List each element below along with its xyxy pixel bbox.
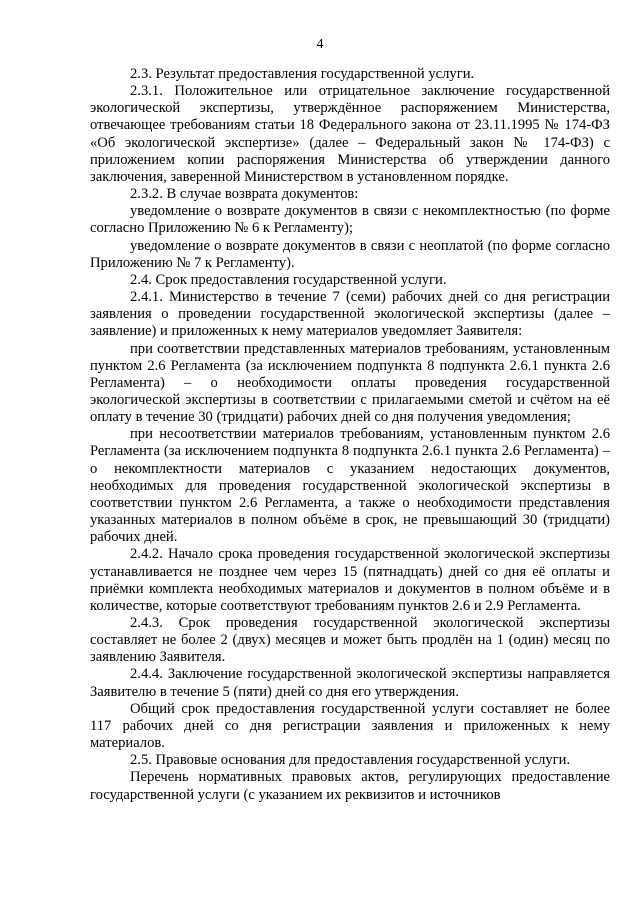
section-heading-2-3: 2.3. Результат предоставления государственной услуги.	[130, 66, 475, 82]
condition-noncompliance: при несоответствии материалов требованиям, установленным пунктом 2.6 Регламента (за исключением подпункта 8 подпункта 2.6.1 пункта 2.6 Регламента) – о некомплектности материалов с указанием недостающих документов, необходимых для проведения государственной экологической экспертизы в соответствии пунктом 2.6 Регламента, а также о необходимости представления указанных материалов в полном объёме в срок, не превышающий 30 (тридцати) рабочих дней.	[90, 426, 610, 546]
section-heading-2-4: 2.4. Срок предоставления государственной услуги.	[130, 271, 447, 288]
paragraph-2-3-1: 2.3.1. Положительное или отрицательное заключение государственной экологической экспертизы, утверждённое распоряжением Министерства, отвечающее требованиям статьи 18 Федерального закона от 23.11.1995 № 174-ФЗ «Об экологической экспертизе» (далее – Федеральный закон № 174-ФЗ) с приложением копии распоряжения Министерства об утверждении данного заключения, заверенной Министерством в установленном порядке.	[90, 83, 610, 185]
paragraph-2-4-1: 2.4.1. Министерство в течение 7 (семи) рабочих дней со дня регистрации заявления о проведении государственной экологической экспертизы (далее – заявление) и приложенных к нему материалов уведомляет Заявителя:	[90, 289, 610, 340]
section-heading-2-5: 2.5. Правовые основания для предоставления государственной услуги.	[130, 752, 571, 769]
document-body	[90, 66, 610, 804]
paragraph-2-4-3: 2.4.3. Срок проведения государственной экологической экспертизы составляет не более 2 (двух) месяцев и может быть продлён на 1 (один) месяц по заявлению Заявителя.	[90, 615, 610, 666]
paragraph-2-3-2: 2.3.2. В случае возврата документов:	[130, 186, 359, 203]
paragraph-legal-acts: Перечень нормативных правовых актов, регулирующих предоставление государственной услуги (с указанием их реквизитов и источников	[90, 769, 610, 803]
paragraph-2-4-4: 2.4.4. Заключение государственной экологической экспертизы направляется Заявителю в течение 5 (пяти) дней со дня его утверждения.	[90, 666, 610, 700]
condition-compliance: при соответствии представленных материалов требованиям, установленным пунктом 2.6 Регламента (за исключением подпункта 8 подпункта 2.6.1 пункта 2.6 Регламента) – о необходимости оплаты проведения государственной экологической экспертизы в соответствии с прилагаемыми сметой и счётом на её оплату в течение 30 (тридцати) рабочих дней со дня получения уведомления;	[90, 340, 610, 426]
return-notice-nonpayment: уведомление о возврате документов в связи с неоплатой (по форме согласно Приложению № 7 к Регламенту).	[90, 237, 610, 271]
page-number: 4	[316, 37, 324, 52]
return-notice-incomplete: уведомление о возврате документов в связи с некомплектностью (по форме согласно Приложению № 6 к Регламенту);	[90, 203, 610, 237]
paragraph-total-term: Общий срок предоставления государственной услуги составляет не более 117 рабочих дней со дня регистрации заявления и приложенных к нему материалов.	[90, 700, 610, 752]
paragraph-2-4-2: 2.4.2. Начало срока проведения государственной экологической экспертизы устанавливается не позднее чем через 15 (пятнадцать) дней со дня её оплаты и приёмки комплекта необходимых материалов и документов в полном объёме и в количестве, которые соответствуют требованиям пунктов 2.6 и 2.9 Регламента.	[90, 546, 610, 614]
